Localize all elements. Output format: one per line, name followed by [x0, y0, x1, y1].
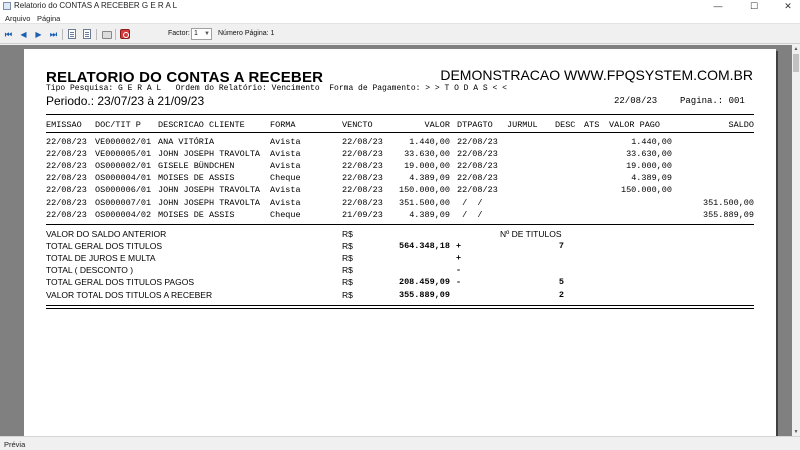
- col-dtpagto: DTPAGTO: [457, 120, 493, 130]
- status-bar: [0, 436, 800, 450]
- summary-sign: -: [456, 277, 462, 288]
- report-date: 22/08/23: [614, 96, 658, 106]
- row-valor: 4.389,09: [409, 209, 450, 220]
- row-vencto: 22/08/23: [342, 173, 383, 184]
- toolbar-separator: [62, 29, 63, 40]
- chevron-down-icon: ▼: [204, 31, 210, 37]
- window-title: Relatorio do CONTAS A RECEBER G E R A L: [14, 1, 178, 10]
- col-vencto: VENCTO: [342, 120, 373, 130]
- scroll-up-icon[interactable]: ▲: [793, 46, 799, 52]
- title-bar: [0, 0, 800, 13]
- summary-sign: +: [456, 241, 462, 252]
- summary-currency: R$: [342, 241, 353, 252]
- summary-count: 2: [558, 289, 564, 300]
- first-page-icon[interactable]: ⏮: [4, 30, 13, 39]
- status-text: Prévia: [4, 440, 26, 449]
- row-valor: 33.630,00: [404, 149, 450, 160]
- scroll-down-icon[interactable]: ▼: [793, 429, 799, 435]
- prev-page-icon[interactable]: ◀: [20, 30, 27, 39]
- row-valor: 150.000,00: [398, 185, 450, 196]
- row-valor: 1.440,00: [409, 137, 450, 147]
- summary-count: 5: [558, 277, 564, 288]
- divider: [46, 308, 754, 309]
- summary-currency: R$: [342, 289, 353, 300]
- row-valor-pago: 4.389,09: [631, 173, 672, 184]
- close-button[interactable]: ✕: [784, 1, 792, 11]
- summary-label: TOTAL ( DESCONTO ): [46, 265, 134, 276]
- summary-label: VALOR TOTAL DOS TITULOS A RECEBER: [46, 289, 213, 300]
- report-page: [24, 49, 776, 436]
- row-valor-pago: 33.630,00: [626, 149, 672, 160]
- col-emissao: EMISSAO: [46, 120, 82, 130]
- row-emissao: 22/08/23: [46, 173, 87, 184]
- col-valor: VALOR: [424, 120, 450, 130]
- page-number-label: Número Página: 1: [218, 30, 275, 37]
- row-dtpagto: 22/08/23: [457, 161, 498, 172]
- summary-currency: R$: [342, 277, 353, 288]
- row-doc: OS000004/01: [95, 173, 152, 184]
- row-vencto: 22/08/23: [342, 137, 383, 147]
- factor-label: Factor:: [168, 30, 190, 37]
- single-page-icon[interactable]: [68, 29, 76, 39]
- row-doc: OS000004/02: [95, 209, 152, 220]
- close-report-icon[interactable]: [120, 29, 130, 39]
- row-forma: Avista: [270, 149, 301, 160]
- row-valor: 351.500,00: [398, 197, 450, 208]
- row-valor-pago: 150.000,00: [620, 185, 672, 196]
- summary-count: 7: [558, 241, 564, 252]
- vertical-scrollbar[interactable]: [792, 45, 800, 436]
- row-dtpagto: / /: [457, 209, 483, 220]
- row-valor: 19.000,00: [404, 161, 450, 172]
- row-doc: OS000007/01: [95, 197, 152, 208]
- row-cliente: GISELE BÜNDCHEN: [158, 161, 235, 172]
- summary-sign: +: [456, 253, 462, 264]
- toolbar-separator: [96, 29, 97, 40]
- row-emissao: 22/08/23: [46, 185, 87, 196]
- menu-bar: [0, 13, 800, 24]
- preview-area: [0, 45, 792, 436]
- summary-value: 355.889,09: [398, 289, 450, 300]
- report-page-number: Pagina.: 001: [680, 96, 745, 106]
- summary-currency: R$: [342, 253, 353, 264]
- summary-value: 564.348,18: [398, 241, 450, 252]
- summary-value: 208.459,09: [398, 277, 450, 288]
- row-vencto: 21/09/23: [342, 209, 383, 220]
- row-cliente: ANA VITÓRIA: [158, 137, 215, 147]
- company-name: DEMONSTRACAO WWW.FPQSYSTEM.COM.BR: [440, 67, 753, 83]
- row-forma: Avista: [270, 137, 301, 147]
- row-forma: Avista: [270, 197, 301, 208]
- summary-label: TOTAL GERAL DOS TITULOS: [46, 241, 163, 252]
- row-dtpagto: 22/08/23: [457, 137, 498, 147]
- row-emissao: 22/08/23: [46, 161, 87, 172]
- col-cliente: DESCRICAO CLIENTE: [158, 120, 245, 130]
- count-header: Nº DE TITULOS: [500, 229, 562, 239]
- row-doc: OS000002/01: [95, 161, 152, 172]
- row-valor-pago: 19.000,00: [626, 161, 672, 172]
- col-doc: DOC/TIT P: [95, 120, 141, 130]
- row-emissao: 22/08/23: [46, 209, 87, 220]
- summary-sign: -: [456, 265, 462, 276]
- row-saldo: 355.889,09: [702, 209, 754, 220]
- col-jurmul: JURMUL: [507, 120, 538, 130]
- col-saldo: SALDO: [728, 120, 754, 130]
- col-desc: DESC: [555, 120, 576, 130]
- row-vencto: 22/08/23: [342, 185, 383, 196]
- row-emissao: 22/08/23: [46, 197, 87, 208]
- divider: [46, 305, 754, 306]
- minimize-button[interactable]: —: [713, 1, 723, 11]
- report-period: Periodo.: 23/07/23 à 21/09/23: [46, 94, 205, 108]
- printer-icon[interactable]: [102, 31, 112, 39]
- maximize-button[interactable]: ☐: [749, 1, 759, 11]
- col-forma: FORMA: [270, 120, 296, 130]
- row-forma: Avista: [270, 185, 301, 196]
- menu-pagina[interactable]: Página: [37, 14, 61, 23]
- row-vencto: 22/08/23: [342, 149, 383, 160]
- factor-value: 1: [194, 30, 198, 37]
- row-forma: Avista: [270, 161, 301, 172]
- row-cliente: JOHN JOSEPH TRAVOLTA: [158, 185, 261, 196]
- row-cliente: MOISES DE ASSIS: [158, 173, 235, 184]
- toolbar-separator: [115, 29, 116, 40]
- last-page-icon[interactable]: ⏭: [49, 30, 58, 39]
- divider: [46, 114, 754, 115]
- summary-currency: R$: [342, 265, 353, 276]
- row-vencto: 22/08/23: [342, 161, 383, 172]
- scroll-thumb[interactable]: [793, 54, 799, 72]
- summary-label: TOTAL DE JUROS E MULTA: [46, 253, 156, 264]
- menu-arquivo[interactable]: Arquivo: [5, 14, 31, 23]
- row-dtpagto: 22/08/23: [457, 149, 498, 160]
- row-doc: OS000006/01: [95, 185, 152, 196]
- app-icon: [3, 2, 11, 10]
- col-ats: ATS: [584, 120, 600, 130]
- report-subtitle: Tipo Pesquisa: G E R A L Ordem do Relatório: Vencimento Forma de Pagamento: > > T O D A S < <: [46, 84, 507, 93]
- row-valor: 4.389,09: [409, 173, 450, 184]
- summary-currency: R$: [342, 229, 353, 239]
- row-forma: Cheque: [270, 209, 301, 220]
- row-vencto: 22/08/23: [342, 197, 383, 208]
- row-cliente: JOHN JOSEPH TRAVOLTA: [158, 149, 261, 160]
- row-emissao: 22/08/23: [46, 137, 87, 147]
- row-cliente: MOISES DE ASSIS: [158, 209, 235, 220]
- factor-select[interactable]: [191, 28, 212, 40]
- summary-label: TOTAL GERAL DOS TITULOS PAGOS: [46, 277, 194, 288]
- row-valor-pago: 1.440,00: [631, 137, 672, 147]
- divider: [46, 132, 754, 133]
- row-forma: Cheque: [270, 173, 301, 184]
- row-dtpagto: 22/08/23: [457, 173, 498, 184]
- row-cliente: JOHN JOSEPH TRAVOLTA: [158, 197, 261, 208]
- toolbar: [0, 25, 800, 44]
- row-saldo: 351.500,00: [702, 197, 754, 208]
- row-dtpagto: 22/08/23: [457, 185, 498, 196]
- summary-label: VALOR DO SALDO ANTERIOR: [46, 229, 167, 239]
- row-emissao: 22/08/23: [46, 149, 87, 160]
- row-doc: VE000002/01: [95, 137, 152, 147]
- multi-page-icon[interactable]: [83, 29, 91, 39]
- next-page-icon[interactable]: ▶: [35, 30, 42, 39]
- divider: [46, 224, 754, 225]
- row-dtpagto: / /: [457, 197, 483, 208]
- row-doc: VE000005/01: [95, 149, 152, 160]
- report-title: RELATORIO DO CONTAS A RECEBER: [46, 69, 324, 86]
- col-valor-pago: VALOR PAGO: [609, 120, 661, 130]
